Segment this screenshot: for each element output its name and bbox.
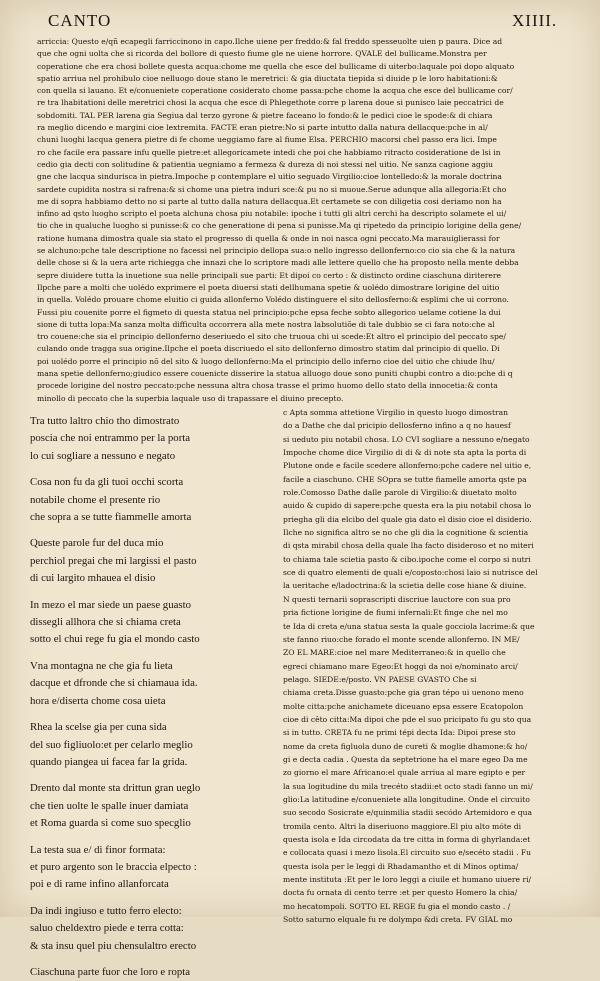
verse-line: Da indi ingiuso e tutto ferro electo: [30,904,182,917]
stanza-gap [30,710,275,719]
gloss-line: sce di quatro elementi de quali e/coposto:chosi laio si nutrisce del [283,568,538,578]
gloss-line: la sua logitudine du mila trecéto stadii:et octo stadi fanno un mi/ [283,781,533,791]
verse-line: & sta insu quel piu chensulaltro erecto [30,939,197,952]
gloss-line: mente instituta :Et per le loro leggi a ciuile et humano uiuere ri/ [283,875,532,885]
gloss-line: ZO EL MARE:cioe nel mare Mediterraneo:& in quello che [283,648,506,658]
commentary-line: coperatione che era chosi bollete questa acqua:chome me quella che esce del bullicame di uiterbo:laquale poi dopo alquato [37,61,515,71]
stanza-gap [30,649,275,658]
verse-line: notabile chome el presente rio [30,493,161,506]
stanza-gap [30,955,275,964]
gloss-line: docta fu ornata di cento terre :et per questo Homero la chia/ [283,888,518,898]
verse-line: perchiol pregai che mi largissi el pasto [30,554,197,567]
gloss-line: facile a ciaschuno. CHE SOpra se tutte fiamelle amorta qste pa [283,474,527,484]
gloss-line: role.Comosso Dathe dalle parole di Virgilio:& diuetato molto [283,488,517,498]
verse-line: Rhea la scelse gia per cuna sida [30,721,167,734]
gloss-line: te Ida di creta e/una statua sesta la quale gocciola lacrime:& que [283,621,535,631]
verse-line: Queste parole fur del duca mio [30,537,164,550]
commentary-line: infino ad qsto luogho scripto el poeta alchuna chosa piu notabile: ipoche i tutti gli altri cerchi ha descripto solamete el ui/ [37,209,507,219]
verse-line: et Roma guarda si come suo specglio [30,817,191,830]
gloss-line: nome da creta figluola duno de cureti & moglie dhamone:& ho/ [283,741,528,751]
gloss-line: pria fictione lorigine de fiumi infernali:Et finge che nel mo [283,608,508,618]
verse-line: poscia che noi entrammo per la porta [30,432,191,445]
commentary-line: Ilpche pare a molti che uolédo exprimere el poeta diuersi stati dellhumana spetie & uolédo dimostrare lorigine del uitio [37,282,500,292]
commentary-line: con quella si lauano. Et e/conueniete coperatione cosiderato chome passa:pche chome la acqua che esce del bullicame cor/ [37,86,513,96]
verse-line: Cosa non fu da gli tuoi occhi scorta [30,476,184,489]
verse-line: In mezo el mar siede un paese guasto [30,598,191,611]
commentary-line: delle chose si & la uera arte richiegga che innazi che lo scriptore madi alle lettere quello che ha proposto nella mente debba [37,258,519,268]
gloss-line: Ilche no significa altro se no che gli dia la cognitione & scientia [283,528,529,538]
verse-line: lo cui sogliare a nessuno e negato [30,449,176,462]
commentary-line: ratione humana dimostra quale sia stato el progresso di quella & onde in noi nasca ogni peccato.Ma marauiglierassi for [37,233,500,243]
verse-line: che tien uolte le spalle inuer damiata [30,799,189,812]
verse-line: sotto el chui rege fu gia el mondo casto [30,633,200,646]
stanza-gap [30,771,275,780]
gloss-line: glio:La latitudine e/conueniete alla longitudine. Onde el circuito [283,794,530,804]
commentary-line: sardete cupidita nostra si rafrena:& si chome una pietra induri sce:& pu no si muoue.Serue adunque alla allegoria:Et cho [37,184,507,194]
commentary-line: me di sopra habbiamo detto no si parte al tutto dalla natura dellacqua.Et certamete se con diligetia cosi deriamo non ha [37,196,502,206]
gloss-line: priegha gli dia elcibo del quale gia dato el disio cioe el disiderio. [283,514,532,524]
verse-line: et puro argento son le braccia elpecto : [30,860,197,873]
gloss-line: N questi ternarii soprascripti discriue lauctore con sua pro [283,594,511,604]
commentary-line: sobdomiti. TAL PER larena gia Segiua dal terzo gyrone & pietre faceano lo fondo:& le pedici cioe le spode:& di chiara [37,110,493,120]
gloss-line: Sotto saturno elquale fu re dolympo &di creta. FV GIAL mo [283,915,513,925]
gloss-line: la ueritache e/ladoctrina:& la scietia delle cose hiane & diuine. [283,581,527,591]
gloss-line: Impoche chome dice Virgilio di di & di note sta apta la porta di [283,448,527,458]
commentary-line: tio che in qualuche luogho si punisse:& co che generatione di pena si punisse.Ma qi ripetedo da principio lorigine della gene/ [37,221,522,231]
verse-line: Vna montagna ne che gia fu lieta [30,659,173,672]
commentary-line: gne che lacqua sindurisca in pietra.Impoche p contemplare el uitio seguado Virgilio:cioe lontelledo:& la morale doctrina [37,172,502,182]
commentary-line: arriccia: Questo e/qñ ecapegli farriccinono in capo.Ilche uiene per freddo:& fal freddo spesseuolte uien p paura. Dice ad [37,37,503,46]
gloss-line: Plutone onde e facile scedere allonferno:pche cadere nel uitio e, [283,461,532,471]
stanza-gap [30,526,275,535]
verse-line: del suo figliuolo:et per celarlo meglio [30,738,193,751]
commentary-line: ro che facile era passare infu quelle pietre:et allegoricamete intedi che poi che habbiamo ritracto cosideratione de lsi in [37,147,501,157]
gloss-line: pelago. SIEDE:e/posto. VN PAESE GVASTO Che si [283,674,477,684]
commentary-line: spatio arriua nel prohibulo cioe nelluogo doue stano le meretrici: & gia diuctata tiepida si diuide p le loro habitationi:& [37,73,498,83]
gloss-line: di qsta mirabil chosa della quale lha facto disideroso et no miteri [283,541,534,551]
gloss-column [283,406,565,926]
stanza-gap [30,894,275,903]
stanza-gap [30,465,275,474]
commentary-line: chuni luoghi lacqua genera pietre di fe chome ueggiamo fare al fiume Elsa. PERCHIO macorsi chel passo era lici. Impe [37,135,497,145]
commentary-block [37,36,559,405]
commentary-line: Fussi piu couenite porre el figmeto di questa statua nel principio:pche epsa feche sobto allegorico uelame cotiene la dui [37,307,501,317]
gloss-line: si ueduto piu notabil chosa. LO CVI sogliare a nessuno e/negato [283,434,530,444]
gloss-line: c Apta somma attetione Virgilio in questo luogo dimostran [283,408,509,417]
gloss-line: cioe di cêto citta:Ma dipoi che pde el suo pricipato fu gu sto qua [283,714,532,724]
stanza-gap [30,588,275,597]
gloss-line: suo secodo Sosicrate e/quinmilia stadii secódo Artemidoro e qua [283,808,533,818]
commentary-line: mana spetie dellonferno;giudico essere couenicte disserire la statua alluogo doue sono puniti chupbi contro a dio:pche di q [37,369,513,379]
gloss-line: gi e decta cadia . Questa da septetrione ha el mare egeo Da me [283,754,528,764]
commentary-line: cedio gia decti con solitudine & patientia uegniamo a fermeza & dureza di noi stessi nel uitio. Ne sanza cagione aggiu [37,159,494,169]
gloss-line: questa isola per le leggi di Rhadamantho et di Minos optima/ [283,861,519,871]
gloss-line: do a Dathe che dal pricipio dellosferno infino a q no hauesf [283,421,511,431]
gloss-line: mo hecatompoli. SOTTO EL REGE fu gia el mondo casto . / [283,901,511,911]
verse-line: quando piangea ui facea far la grida. [30,755,188,768]
commentary-line: minollo di peccato che la superbia laquale uso di trapassare el diuino precepto. [37,393,344,403]
verse-line: che sopra a se tutte fiammelle amorta [30,511,192,524]
verse-column [30,413,275,981]
verse-line: Drento dal monte sta drittun gran ueglo [30,782,201,795]
gloss-line: zo giorno el mare Africano:el quale arriua al mare egipto e per [283,768,526,778]
verse-line: Tra tutto laltro chio tho dimostrato [30,415,180,427]
commentary-line: ra meglio dicendo e margini cioe lextremita. FACTE eran pietre:No si parte intutto dalla natura dellacque:pche in al/ [37,123,488,133]
verse-line: saluo cheldextro piede e terra cotta: [30,922,184,935]
verse-line: poi e di rame infino allanforcata [30,878,169,891]
verse-line: Ciaschuna parte fuor che loro e ropta [30,965,191,978]
commentary-line: culando onde tragga sua origine.Ilpche el poeta discriuedo el sito dellonferno dimostro statim dal principio di quello. Di [37,344,500,354]
gloss-line: to chiama tale scietia pasto & cibo.ipoche come el corpo si nutri [283,554,531,564]
commentary-line: se alchuno:pche tale descriptione no facessi nel principio dellopa sua:o nello ingresso dellonferno:co cio sia che & la natura [37,246,516,256]
commentary-line: poi uolédo porre el principio nõ del sito & luogo dellonferno:Ma el principio dello inferno cioe del uitio che chiude lhu/ [37,356,495,366]
commentary-line: re tra lhabitationi delle meretrici chosi la acqua che esce di Phlegethote corre p larena doue si punisco laie peccatrici de [37,98,504,108]
commentary-line: in quella. Volédo prouare chome eluitio ci guida allonferno Volédo distinguere el sito dellosferno:& esplimi che ui corrono. [37,295,509,305]
gloss-line: chiama creta.Disse guasto:pche gia gran tépo ui uenono meno [283,688,524,698]
verse-line: hora e/diserta chome cosa uieta [30,694,166,707]
gloss-line: si in tutto. CRETA fu ne primi tépi decta Ida: Dipoi prese sto [283,728,516,738]
commentary-line: sione di tutta lopa:Ma sanza molta difficulta occorrera alla mete nostra labsolutiõe di tale dubbio se ci fara noto:che al [37,319,495,329]
running-head-left: CANTO [48,11,112,30]
commentary-line: que che ogni uolta che si ricorda del bollore di questo fiume gle ne uiene horrore. QVALE del bullicame.Monstra per [37,49,487,59]
gloss-line: egreci chiamano mare Egeo:Et hoggi da noi e/nominato arci/ [283,661,518,671]
stanza-gap [30,833,275,842]
gloss-line: auido & cupido di sapere:pche questa era la piu notabil chosa lo [283,501,532,511]
commentary-line: procede lorigine del nostro peccato:pche nessuna altra chosa trasse el primo huomo dello stato della innocetia:& conta [37,381,498,391]
commentary-line: sepre diuidere tutta la inuetione sua nelle principali sue parti: Et dipoi co certo : & distincto ordine ciaschuna diriterere [37,270,502,280]
verse-line: La testa sua e/ di finor formata: [30,843,166,856]
gloss-line: e collocata quasi i mezo lisola.El circuito suo e/secéto stadii . Fu [283,848,532,858]
commentary-line: tro couene:che sia el principio dellonferno deseriuedo el sito che truoua chi ui scede:Et altro el principio del peccato spe/ [37,332,506,342]
gloss-line: molte citta:pche anichamete diceuano epsa essere Ecatopolon [283,701,524,711]
verse-line: dissegli allhora che si chiama creta [30,616,181,629]
gloss-line: ste fanno riuo:che forado el monte scende allonferno. IN ME/ [283,634,520,644]
gloss-line: tromila cento. Altri la diseriuono maggiore.El piu alto móte di [283,821,522,831]
running-head-right: XIIII. [512,11,558,30]
verse-line: di cui largito mhauea el disio [30,572,156,585]
gloss-line: questa isola e Ida circodata da tre citta in forma di ghyrlanda:et [283,835,531,844]
verse-line: dacque et dfronde che si chiamaua ida. [30,677,198,690]
